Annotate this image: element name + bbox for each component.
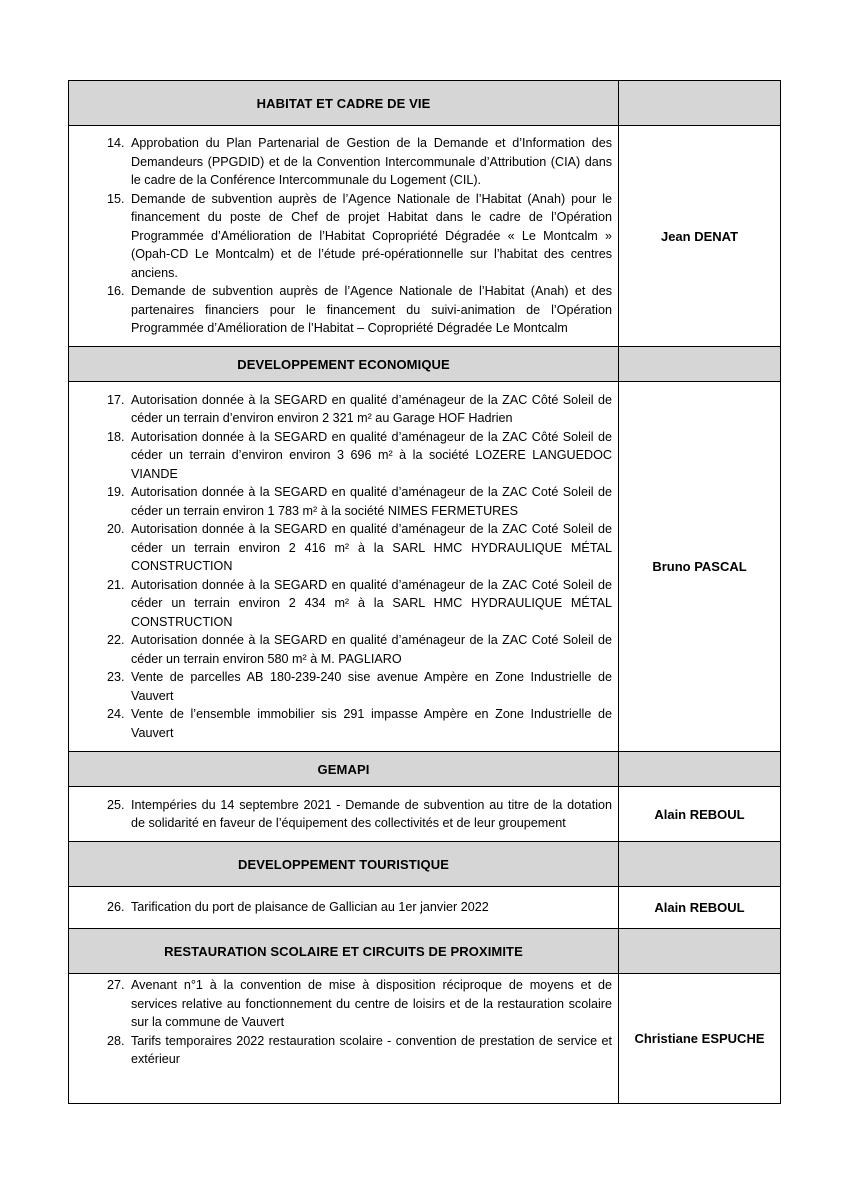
item-number: 19. [107,485,125,500]
section-title: RESTAURATION SCOLAIRE ET CIRCUITS DE PROXIMITE [69,929,619,974]
section-content-row [69,787,781,842]
items-cell [69,974,619,1104]
agenda-item [75,520,612,576]
rapporteur: Jean DENAT [619,126,781,347]
section-header-blank [619,81,781,126]
items-cell [69,126,619,347]
item-number: 25. [107,797,125,812]
rapporteur: Alain REBOUL [619,787,781,842]
agenda-item [75,796,612,833]
item-text: Vente de l’ensemble immobilier sis 291 impasse Ampère en Zone Industrielle de Vauvert [131,707,612,740]
section-header-row [69,81,781,126]
item-text: Tarification du port de plaisance de Gallician au 1er janvier 2022 [131,900,489,915]
section-content-row [69,126,781,347]
agenda-item [75,483,612,520]
rapporteur: Christiane ESPUCHE [619,974,781,1104]
item-number: 14. [107,136,125,151]
agenda-item [75,631,612,668]
items-cell [69,887,619,929]
section-header-row [69,752,781,787]
item-text: Autorisation donnée à la SEGARD en qualité d’aménageur de la ZAC Coté Soleil de céder un terrain environ 1 783 m² à la société NIMES FERMETURES [131,485,612,518]
agenda-item [75,134,612,190]
item-number: 28. [107,1033,125,1048]
agenda-item [75,391,612,428]
item-text: Tarifs temporaires 2022 restauration scolaire - convention de prestation de service et extérieur [131,1033,612,1066]
section-title: DEVELOPPEMENT TOURISTIQUE [69,842,619,887]
section-header-blank [619,842,781,887]
item-text: Demande de subvention auprès de l’Agence Nationale de l’Habitat (Anah) pour le financement du poste de Chef de projet Habitat dans le cadre de l’Opération Programmée d’Amélioration de l’Habitat Copropriété Dégradée « Le Montcalm » (Opah-CD Le Montcalm) et de l’étude pré-opérationnelle sur l’habitat des centres anciens. [131,191,612,280]
section-content-row [69,887,781,929]
item-text: Autorisation donnée à la SEGARD en qualité d’aménageur de la ZAC Côté Soleil de céder un terrain d’environ environ 2 321 m² au Garage HOF Hadrien [131,392,612,426]
agenda-items [75,898,612,917]
agenda-items [75,976,612,1069]
item-number: 24. [107,707,125,722]
agenda-item [75,282,612,338]
item-text: Intempéries du 14 septembre 2021 - Demande de subvention au titre de la dotation de solidarité en faveur de l’équipement des collectivités et de leur groupement [131,797,612,830]
item-number: 27. [107,978,125,992]
item-number: 18. [107,429,125,444]
section-header-row [69,929,781,974]
item-number: 22. [107,633,125,648]
item-number: 15. [107,191,125,206]
item-text: Autorisation donnée à la SEGARD en qualité d’aménageur de la ZAC Coté Soleil de céder un terrain environ 580 m² à M. PAGLIARO [131,633,612,666]
section-title: GEMAPI [69,752,619,787]
section-content-row [69,382,781,752]
item-text: Avenant n°1 à la convention de mise à disposition réciproque de moyens et de services relative au fonctionnement du centre de loisirs et de la restauration scolaire sur la commune de Vauvert [131,978,612,1029]
item-number: 26. [107,900,125,915]
section-header-row [69,842,781,887]
agenda-items [75,134,612,338]
section-title: DEVELOPPEMENT ECONOMIQUE [69,347,619,382]
section-header-row [69,347,781,382]
section-header-blank [619,347,781,382]
item-text: Autorisation donnée à la SEGARD en qualité d’aménageur de la ZAC Coté Soleil de céder un terrain environ 2 416 m² à la SARL HMC HYDRAULIQUE MÉTAL CONSTRUCTION [131,522,612,574]
items-cell [69,382,619,752]
item-number: 16. [107,284,125,299]
item-number: 23. [107,670,125,685]
section-content-row [69,974,781,1104]
rapporteur: Bruno PASCAL [619,382,781,752]
item-number: 17. [107,392,125,407]
agenda-item [75,976,612,1032]
rapporteur: Alain REBOUL [619,887,781,929]
section-title: HABITAT ET CADRE DE VIE [69,81,619,126]
section-header-blank [619,929,781,974]
section-header-blank [619,752,781,787]
item-number: 21. [107,577,125,592]
agenda-item [75,190,612,283]
agenda-items [75,796,612,833]
item-number: 20. [107,522,125,537]
item-text: Autorisation donnée à la SEGARD en qualité d’aménageur de la ZAC Coté Soleil de céder un terrain environ 2 434 m² à la SARL HMC HYDRAULIQUE MÉTAL CONSTRUCTION [131,577,612,629]
agenda-table [68,80,781,1104]
items-cell [69,787,619,842]
agenda-item [75,668,612,705]
item-text: Autorisation donnée à la SEGARD en qualité d’aménageur de la ZAC Côté Soleil de céder un terrain d’environ environ 3 696 m² à la société LOZERE LANGUEDOC VIANDE [131,429,612,481]
agenda-item [75,1032,612,1069]
item-text: Demande de subvention auprès de l’Agence Nationale de l’Habitat (Anah) et des partenaires financiers pour le financement du suivi-animation de l’Opération Programmée d’Amélioration de l’Habitat – Copropriété Dégradée Le Montcalm [131,284,612,336]
item-text: Vente de parcelles AB 180-239-240 sise avenue Ampère en Zone Industrielle de Vauvert [131,670,612,703]
agenda-item [75,576,612,632]
agenda-item [75,898,612,917]
agenda-item [75,705,612,742]
item-text: Approbation du Plan Partenarial de Gestion de la Demande et d’Information des Demandeurs (PPGDID) et de la Convention Intercommunale d’Attribution (CIA) dans le cadre de la Conférence Intercommunale du Logement (CIL). [131,136,612,188]
agenda-items [75,391,612,743]
agenda-item [75,428,612,484]
